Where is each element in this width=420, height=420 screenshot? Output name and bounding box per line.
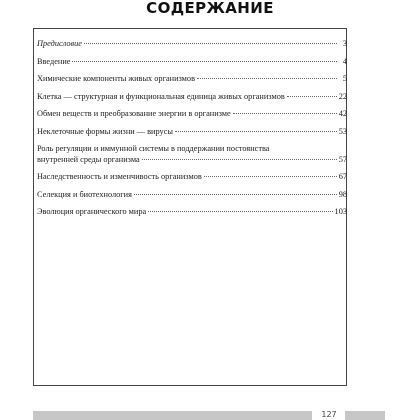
toc-entry-cell[interactable] [37, 91, 347, 102]
dot-leader [204, 176, 337, 177]
toc-entry-selection[interactable] [37, 189, 347, 200]
toc-entry-page: 103 [334, 207, 347, 216]
toc-entry-label: Наследственность и изменчивость организмов [37, 172, 202, 181]
toc-entry-introduction[interactable] [37, 56, 347, 67]
dot-leader [142, 159, 337, 160]
dot-leader [233, 113, 337, 114]
page-number: 127 [321, 410, 337, 419]
toc-entry-page: 3 [342, 39, 347, 48]
toc-entry-label: Эволюция органического мира [37, 207, 147, 216]
dot-leader [197, 78, 337, 79]
toc-entry-heredity[interactable] [37, 171, 347, 182]
toc-entry-page: 4 [342, 57, 347, 66]
toc-entry-label: Предисловие [37, 39, 82, 48]
toc-entry-page: 98 [338, 190, 347, 199]
toc-entry-metabolism[interactable] [37, 108, 347, 119]
toc-entry-regulation-immunity[interactable] [37, 143, 347, 165]
toc-entry-label: Неклеточные формы жизни — вирусы [37, 127, 173, 136]
toc-entry-preface[interactable] [37, 38, 347, 49]
page-title: СОДЕРЖАНИЕ [146, 0, 274, 17]
toc-entry-page: 42 [338, 109, 347, 118]
toc-entry-page: 53 [338, 127, 347, 136]
toc-entry-viruses[interactable] [37, 126, 347, 137]
toc-entry-label: Введение [37, 57, 71, 66]
dot-leader [72, 61, 337, 62]
toc-entry-label-line2: внутренней среды организма [37, 155, 140, 164]
toc-entry-page: 22 [338, 92, 347, 101]
dot-leader [148, 211, 332, 212]
toc-entry-chemical-components[interactable] [37, 73, 347, 84]
toc-entry-page: 5 [342, 74, 347, 83]
toc-entry-label: Клетка — структурная и функциональная единица живых организмов [37, 92, 285, 101]
footer-band-right [345, 411, 385, 420]
toc-entry-label-line1: Роль регуляции и иммунной системы в поддержании постоянства [37, 144, 270, 153]
toc-entry-page: 67 [338, 172, 347, 181]
footer-band [33, 411, 312, 420]
toc-entry-label: Селекция и биотехнология [37, 190, 132, 199]
toc-entry-label: Обмен веществ и преобразование энергии в организме [37, 109, 231, 118]
dot-leader [175, 131, 337, 132]
dot-leader [84, 43, 337, 44]
toc-entry-page: 57 [338, 155, 347, 164]
dot-leader [287, 96, 337, 97]
toc-entry-label: Химические компоненты живых организмов [37, 74, 195, 83]
dot-leader [134, 194, 337, 195]
toc-entry-evolution[interactable] [37, 206, 347, 217]
